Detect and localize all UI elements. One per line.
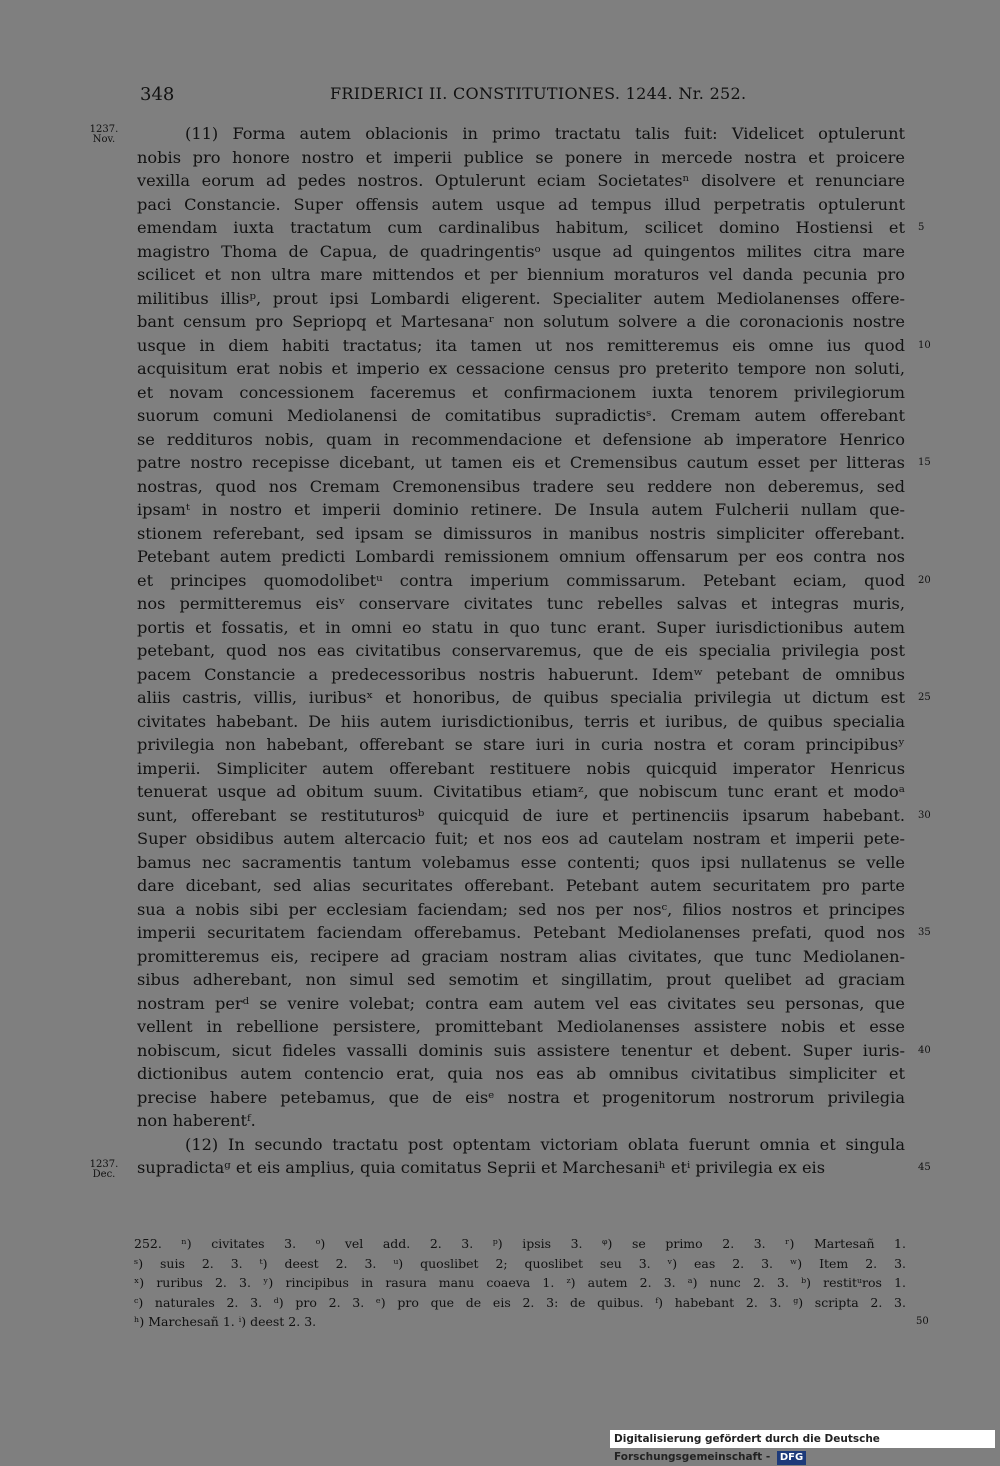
text-line: patre nostro recepisse dicebant, ut tamen eis et Cremensibus cautum esset per litteras: [137, 453, 905, 472]
text-line: (11) Forma autem oblacionis in primo tractatu talis fuit: Videlicet optulerunt: [185, 124, 905, 143]
page-header: [0, 84, 1000, 108]
text-line: civitates habebant. De hiis autem iurisdictionibus, terris et iuribus, de quibus specialia: [137, 711, 905, 731]
text-line: aliis castris, villis, iuribusˣ et honoribus, de quibus specialia privilegia ut dictum est: [137, 688, 905, 707]
footnote-line: 252. ⁿ) civitates 3. ᵒ) vel add. 2. 3. ᵖ) ipsis 3. ᵠ) se primo 2. 3. ʳ) Martesañ 1.: [134, 1236, 906, 1251]
text-line: non haberentᶠ.: [137, 1111, 256, 1130]
text-line: sunt, offerebant se restituturosᵇ quicquid de iure et pertinenciis ipsarum habebant.: [137, 805, 905, 825]
text-line: dare dicebant, sed alias securitates offerebant. Petebant autem securitatem pro parte: [137, 876, 905, 895]
text-line: sua a nobis sibi per ecclesiam faciendam; sed nos per nosᶜ, filios nostros et principes: [137, 899, 905, 919]
page-number: 348: [140, 84, 175, 105]
text-line: suorum comuni Mediolanensi de comitatibus supradictisˢ. Cremam autem offerebant: [137, 406, 905, 425]
text-line: tenuerat usque ad obitum suum. Civitatibus etiamᶻ, que nobiscum tunc erant et modoᵃ: [137, 782, 905, 801]
text-line: portis et fossatis, et in omni eo statu in quo tunc erant. Super iurisdictionibus autem: [137, 617, 905, 637]
text-line: bamus nec sacramentis tantum volebamus esse contenti; quos ipsi nullatenus se velle: [137, 852, 905, 872]
text-line: militibus illisᵖ, prout ipsi Lombardi eligerent. Specialiter autem Mediolanenses offere-: [137, 288, 905, 308]
text-line: magistro Thoma de Capua, de quadringentisᵒ usque ad quingentos milites citra mare: [137, 241, 905, 261]
text-line: dictionibus autem contencio erat, quia nos eas ab omnibus civitatibus simpliciter et: [137, 1064, 905, 1083]
footer-text: Digitalisierung gefördert durch die Deutsche Forschungsgemeinschaft -: [614, 1433, 880, 1463]
footnote-line: ʰ) Marchesañ 1. ⁱ) deest 2. 3.: [134, 1314, 317, 1330]
text-line: et principes quomodolibetᵘ contra imperium commissarum. Petebant eciam, quod: [137, 570, 905, 590]
line-number: 30: [918, 809, 931, 821]
text-line: sibus adherebant, non simul sed semotim et singillatim, prout quelibet ad graciam: [137, 970, 905, 989]
text-line: ipsamᵗ in nostro et imperii dominio retinere. De Insula autem Fulcherii nullam que-: [137, 500, 905, 519]
line-number: 40: [918, 1044, 931, 1056]
text-line: se reddituros nobis, quam in recommendacione et defensione ab imperatore Henrico: [137, 429, 905, 449]
footnotes: [134, 1234, 906, 1332]
text-line: imperii. Simpliciter autem offerebant restituere nobis quicquid imperator Henricus: [137, 758, 905, 778]
line-number: 35: [918, 927, 931, 938]
digitization-footer: [610, 1430, 995, 1463]
text-line: Super obsidibus autem altercacio fuit; et nos eos ad cautelam nostram et imperii pete-: [137, 829, 905, 848]
text-line: nostras, quod nos Cremam Cremonensibus tradere seu reddere non deberemus, sed: [137, 476, 905, 496]
footnote-line: ˢ) suis 2. 3. ᵗ) deest 2. 3. ᵘ) quoslibet 2; quoslibet seu 3. ᵛ) eas 2. 3. ʷ) Item 2. 3.: [134, 1255, 906, 1271]
text-line: nostram perᵈ se venire volebat; contra eam autem vel eas civitates seu personas, que: [137, 993, 905, 1013]
text-line: stionem referebant, sed ipsam se dimissuros in manibus nostris simpliciter offerebant.: [137, 523, 905, 543]
text-line: privilegia non habebant, offerebant se stare iuri in curia nostra et coram principibusʸ: [137, 735, 905, 754]
line-number: 5: [918, 222, 925, 233]
text-line: nos permitteremus eisᵛ conservare civitates tunc rebelles salvas et integras muris,: [137, 594, 905, 613]
text-line: supradictaᵍ et eis amplius, quia comitatus Seprii et Marchesaniʰ etⁱ privilegia ex eis: [137, 1158, 826, 1177]
text-line: scilicet et non ultra mare mittendos et per biennium moraturos vel danda pecunia pro: [137, 265, 905, 284]
text-line: usque in diem habiti tractatus; ita tamen ut nos remitteremus eis omne ius quod: [137, 335, 905, 355]
main-text: [137, 122, 905, 1180]
text-line: emendam iuxta tractatum cum cardinalibus habitum, scilicet domino Hostiensi et: [137, 218, 905, 237]
line-number: 50: [916, 1316, 929, 1327]
margin-year: 1237.: [89, 1159, 119, 1170]
footnote-line: ˣ) ruribus 2. 3. ʸ) rincipibus in rasura manu coaeva 1. ᶻ) autem 2. 3. ᵃ) nunc 2. 3. ᵇ) restitᵘros 1.: [134, 1275, 906, 1291]
margin-date-note: [86, 1160, 122, 1180]
text-line: nobis pro honore nostro et imperii publice se ponere in mercede nostra et proicere: [137, 147, 905, 167]
line-number: 20: [918, 574, 931, 586]
footnote-line: ᶜ) naturales 2. 3. ᵈ) pro 2. 3. ᵉ) pro que de eis 2. 3: de quibus. ᶠ) habebant 2. 3. ᵍ) scripta 2. 3.: [134, 1294, 906, 1310]
line-number: 25: [918, 692, 931, 703]
margin-year: 1237.: [89, 124, 119, 135]
margin-month: Nov.: [92, 134, 116, 145]
text-line: imperii securitatem faciendam offerebamus. Petebant Mediolanenses prefati, quod nos: [137, 923, 905, 942]
text-line: vexilla eorum ad pedes nostros. Optulerunt eciam Societatesⁿ disolvere et renunciare: [137, 171, 905, 190]
text-line: vellent in rebellione persistere, promittebant Mediolanenses assistere nobis et esse: [137, 1017, 905, 1036]
margin-date-note: [86, 125, 122, 145]
dfg-logo: DFG: [777, 1451, 806, 1465]
line-number: 10: [918, 339, 931, 351]
text-line: pacem Constancie a predecessoribus nostris habuerunt. Idemʷ petebant de omnibus: [137, 664, 905, 684]
running-title: FRIDERICI II. CONSTITUTIONES. 1244. Nr. 252.: [330, 84, 747, 103]
line-number: 15: [918, 457, 931, 468]
text-line: petebant, quod nos eas civitatibus conservaremus, que de eis specialia privilegia post: [137, 641, 905, 660]
text-line: precise habere petebamus, que de eisᵉ nostra et progenitorum nostrorum privilegia: [137, 1087, 905, 1107]
text-line: (12) In secundo tractatu post optentam victoriam oblata fuerunt omnia et singula: [185, 1134, 905, 1154]
text-line: acquisitum erat nobis et imperio ex cessacione census pro preterito tempore non soluti,: [137, 359, 905, 378]
line-number: 45: [918, 1162, 931, 1173]
text-line: paci Constancie. Super offensis autem usque ad tempus illud perpetratis optulerunt: [137, 194, 905, 214]
margin-month: Dec.: [92, 1169, 116, 1180]
text-line: Petebant autem predicti Lombardi remissionem omnium offensarum per eos contra nos: [137, 547, 905, 566]
text-line: et novam concessionem faceremus et confirmacionem iuxta tenorem privilegiorum: [137, 382, 905, 402]
text-line: nobiscum, sicut fideles vassalli dominis suis assistere tenentur et debent. Super iuris-: [137, 1040, 905, 1060]
text-line: promitteremus eis, recipere ad graciam nostram alias civitates, que tunc Mediolanen-: [137, 946, 905, 966]
text-line: bant censum pro Sepriopq et Martesanaʳ non solutum solvere a die coronacionis nostre: [137, 312, 905, 331]
